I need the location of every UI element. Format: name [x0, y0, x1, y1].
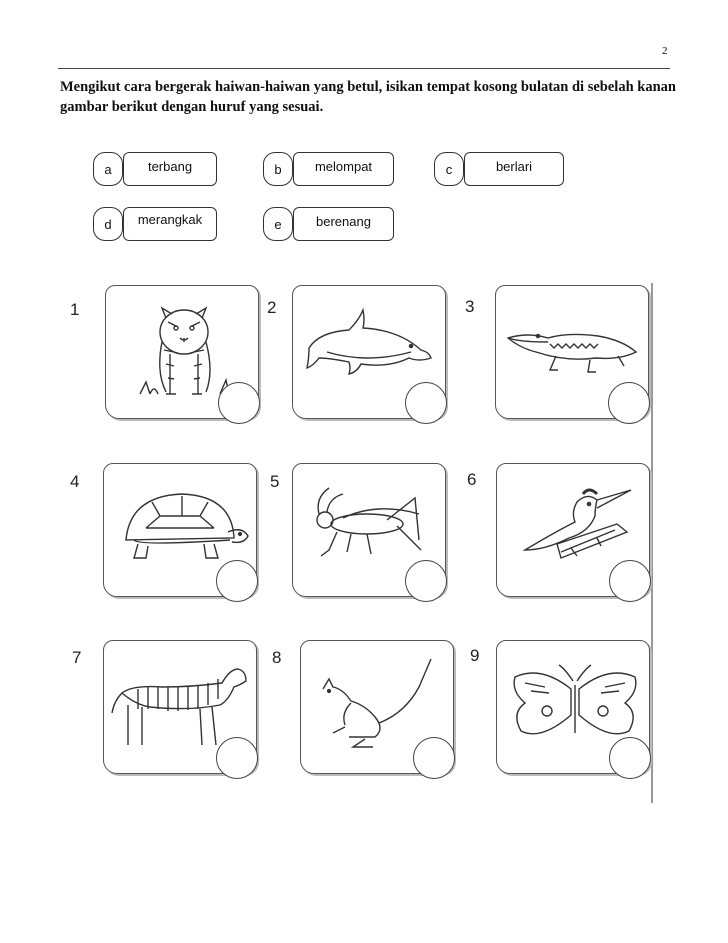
picture-number: 7 — [72, 648, 82, 667]
picture-number: 1 — [70, 300, 80, 319]
answer-circle-4[interactable] — [216, 560, 258, 602]
option-letter: c — [434, 152, 464, 186]
picture-card-4 — [103, 463, 257, 597]
option-letter: d — [93, 207, 123, 241]
picture-card-9 — [496, 640, 650, 774]
option-letter: e — [263, 207, 293, 241]
picture-card-1 — [105, 285, 259, 419]
answer-circle-8[interactable] — [413, 737, 455, 779]
picture-number: 9 — [470, 646, 480, 665]
option-word: terbang — [123, 152, 217, 186]
picture-number: 4 — [70, 472, 80, 491]
picture-card-5 — [292, 463, 446, 597]
option-letter: a — [93, 152, 123, 186]
picture-card-6 — [496, 463, 650, 597]
answer-circle-7[interactable] — [216, 737, 258, 779]
option-word: berlari — [464, 152, 564, 186]
picture-card-8 — [300, 640, 454, 774]
picture-number: 3 — [465, 297, 475, 316]
answer-circle-9[interactable] — [609, 737, 651, 779]
picture-card-3 — [495, 285, 649, 419]
picture-number: 6 — [467, 470, 477, 489]
page-number: 2 — [662, 45, 668, 57]
answer-circle-2[interactable] — [405, 382, 447, 424]
picture-card-7 — [103, 640, 257, 774]
answer-circle-3[interactable] — [608, 382, 650, 424]
picture-number: 2 — [267, 298, 277, 317]
instruction-text: Mengikut cara bergerak haiwan-haiwan yang betul, isikan tempat kosong bulatan di sebelah kanan gambar berikut dengan huruf yang sesuai. — [60, 79, 676, 115]
option-word: merangkak — [123, 207, 217, 241]
option-word: berenang — [293, 207, 394, 241]
header-divider — [58, 68, 670, 69]
answer-circle-5[interactable] — [405, 560, 447, 602]
option-word: melompat — [293, 152, 394, 186]
picture-number: 5 — [270, 472, 280, 491]
answer-circle-6[interactable] — [609, 560, 651, 602]
picture-number: 8 — [272, 648, 282, 667]
picture-card-2 — [292, 285, 446, 419]
answer-circle-1[interactable] — [218, 382, 260, 424]
sheet-edge — [651, 283, 653, 803]
option-letter: b — [263, 152, 293, 186]
